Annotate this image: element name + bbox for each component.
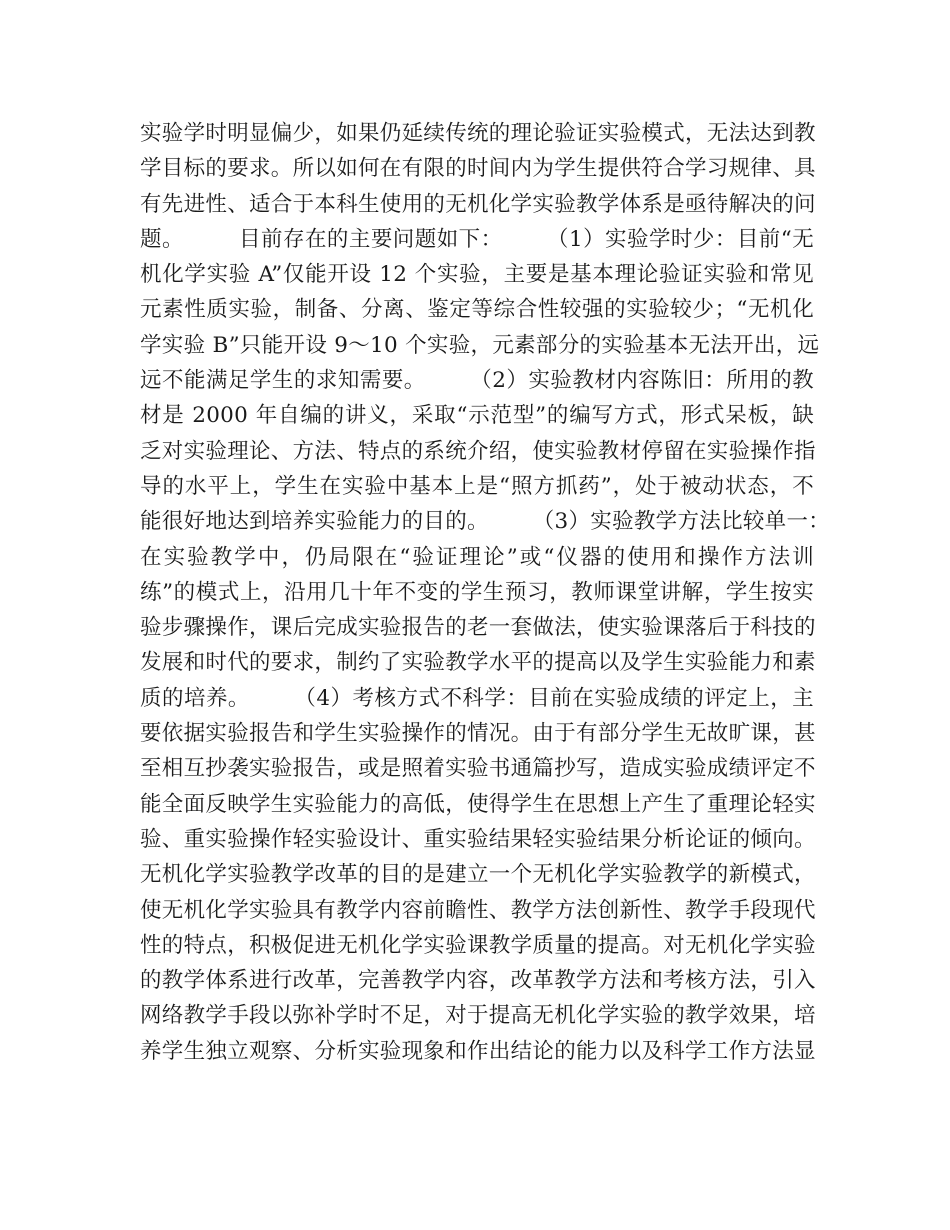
text-line: 性的特点，积极促进无机化学实验课教学质量的提高。对无机化学实验 [140,932,816,958]
text-line: 要依据实验报告和学生实验操作的情况。由于有部分学生无故旷课，甚 [140,721,816,747]
text-line: 使无机化学实验具有教学内容前瞻性、教学方法创新性、教学手段现代 [140,897,816,923]
text-line: 验、重实验操作轻实验设计、重实验结果轻实验结果分析论证的倾向。 [140,826,816,852]
text-line: 在实验教学中，仍局限在“验证理论”或“仪器的使用和操作方法训 [140,544,814,570]
text-line: 题。 目前存在的主要问题如下： （1）实验学时少：目前“无 [140,226,814,252]
text-line: 元素性质实验，制备、分离、鉴定等综合性较强的实验较少；“无机化 [140,297,814,323]
text-line: 验步骤操作，课后完成实验报告的老一套做法，使实验课落后于科技的 [140,615,816,641]
text-line: 能全面反映学生实验能力的高低，使得学生在思想上产生了重理论轻实 [140,791,816,817]
text-line: 学实验 B”只能开设 9～10 个实验，元素部分的实验基本无法开出，远 [140,332,820,358]
text-line: 养学生独立观察、分析实验现象和作出结论的能力以及科学工作方法显 [140,1038,816,1064]
text-line: 机化学实验 A”仅能开设 12 个实验，主要是基本理论验证实验和常见 [140,262,814,288]
body-text [140,116,831,1069]
text-line: 乏对实验理论、方法、特点的系统介绍，使实验教材停留在实验操作指 [140,438,816,464]
text-line: 发展和时代的要求，制约了实验教学水平的提高以及学生实验能力和素 [140,650,816,676]
text-line: 网络教学手段以弥补学时不足，对于提高无机化学实验的教学效果，培 [140,1003,816,1029]
text-line: 质的培养。 （4）考核方式不科学：目前在实验成绩的评定上，主 [140,685,814,711]
text-line: 的教学体系进行改革，完善教学内容，改革教学方法和考核方法，引入 [140,968,816,994]
text-line: 学目标的要求。所以如何在有限的时间内为学生提供符合学习规律、具 [140,156,816,182]
text-line: 导的水平上，学生在实验中基本上是“照方抓药”，处于被动状态，不 [140,473,814,499]
text-line: 无机化学实验教学改革的目的是建立一个无机化学实验教学的新模式， [140,862,816,888]
text-line: 实验学时明显偏少，如果仍延续传统的理论验证实验模式，无法达到教 [140,121,816,146]
text-line: 至相互抄袭实验报告，或是照着实验书通篇抄写，造成实验成绩评定不 [140,756,816,782]
text-line: 能很好地达到培养实验能力的目的。 （3）实验教学方法比较单一： [140,509,831,535]
text-line: 远不能满足学生的求知需要。 （2）实验教材内容陈旧：所用的教 [140,368,814,394]
text-line: 材是 2000 年自编的讲义，采取“示范型”的编写方式，形式呆板，缺 [140,403,814,429]
text-line: 有先进性、适合于本科生使用的无机化学实验教学体系是亟待解决的问 [140,191,816,217]
text-line: 练”的模式上，沿用几十年不变的学生预习，教师课堂讲解，学生按实 [140,579,814,605]
